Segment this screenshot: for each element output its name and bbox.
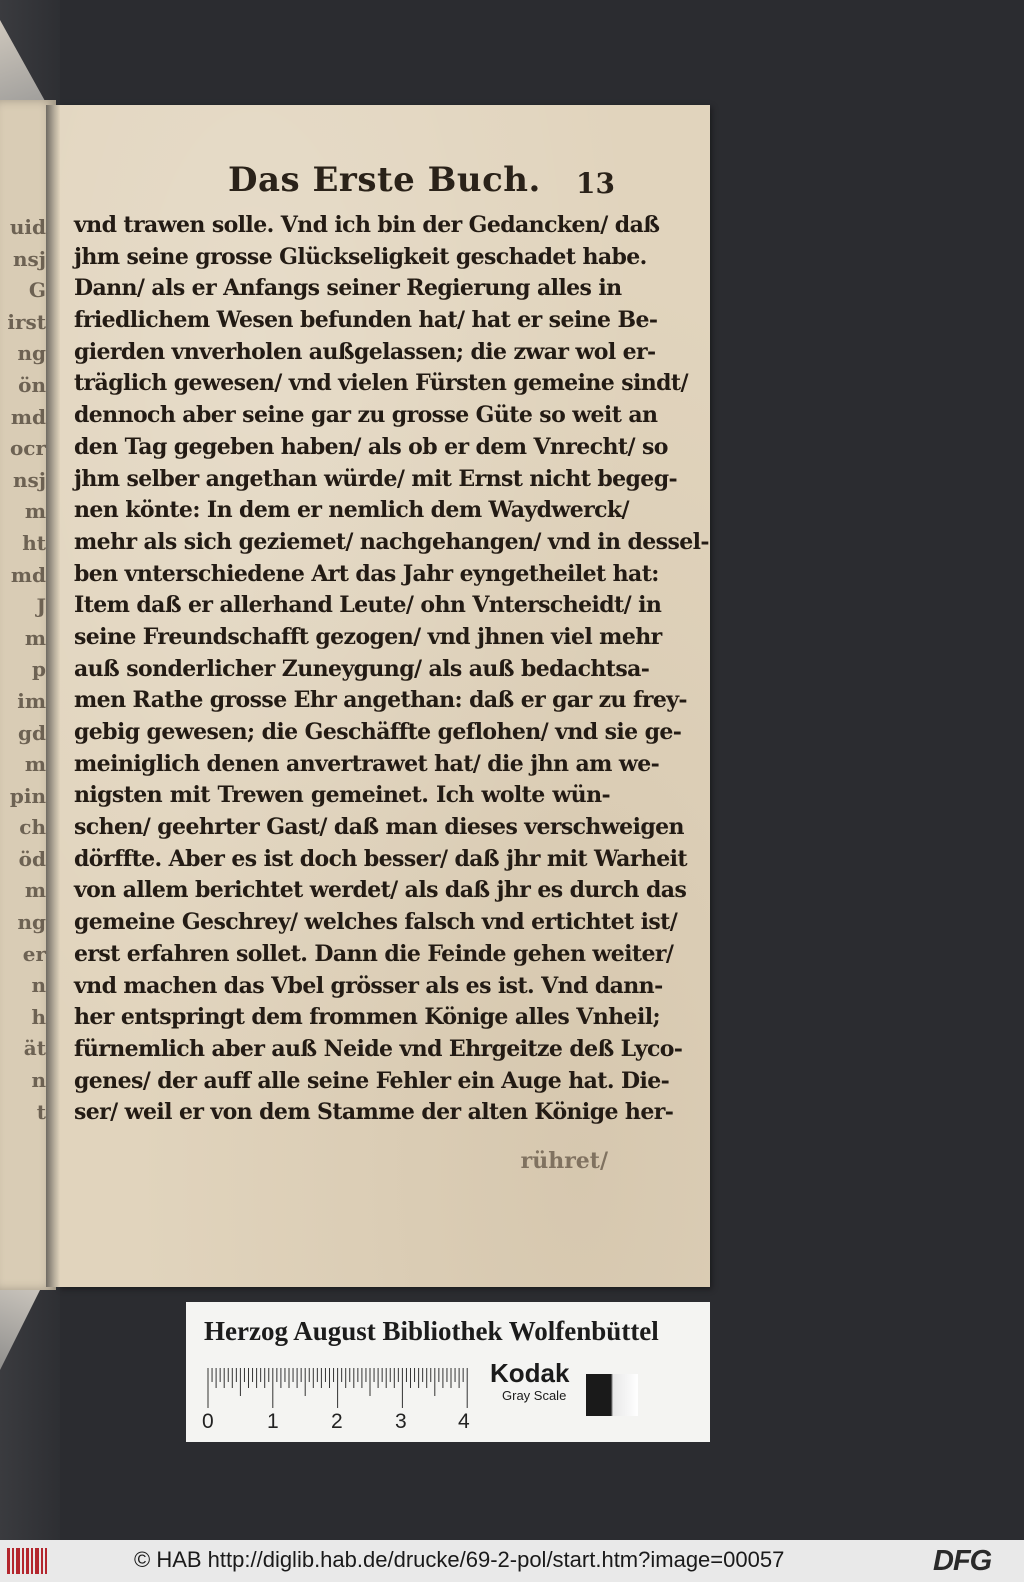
gray-scale-patch: [586, 1374, 638, 1416]
facing-page-fragment: h: [31, 1004, 46, 1029]
facing-page-fragment: er: [22, 941, 46, 966]
facing-page-fragment: m: [24, 499, 46, 524]
text-line: seine Freundschafft gezogen/ vnd jhnen viel mehr: [74, 623, 662, 650]
facing-page-fragment: t: [36, 1099, 46, 1124]
facing-page-fragment: pin: [9, 783, 46, 808]
text-line: gemeine Geschrey/ welches falsch vnd ertichtet ist/: [74, 909, 678, 936]
text-line: ben vnterschiedene Art das Jahr eyngetheilet hat:: [74, 560, 659, 587]
facing-page-fragment: m: [24, 752, 46, 777]
text-line: fürnemlich aber auß Neide vnd Ehrgeitze deß Lyco-: [74, 1035, 683, 1062]
facing-page-fragment: irst: [7, 309, 46, 334]
page-gutter: [46, 105, 60, 1287]
facing-page-fragment: öd: [18, 846, 46, 871]
facing-page-fragment: gd: [18, 720, 46, 745]
ruler-number: 4: [458, 1410, 470, 1433]
text-line: dennoch aber seine gar zu grosse Güte so weit an: [74, 402, 658, 429]
dfg-logo: DFG: [933, 1545, 992, 1577]
text-line: jhm seine grosse Glückseligkeit geschadet habe.: [74, 243, 647, 270]
ruler-number: 2: [331, 1410, 343, 1433]
library-color-strip: [186, 1302, 710, 1442]
facing-page-fragment: md: [10, 562, 46, 587]
running-head-title: Das Erste Buch.: [228, 160, 541, 200]
facing-page-fragment: G: [28, 278, 46, 303]
text-line: men Rathe grosse Ehr angethan: daß er gar zu frey-: [74, 687, 687, 714]
text-line: her entspringt dem frommen Könige alles Vnheil;: [74, 1004, 660, 1031]
barcode-icon: [6, 1546, 48, 1576]
text-line: vnd trawen solle. Vnd ich bin der Gedancken/ daß: [74, 212, 660, 238]
facing-page-fragment: m: [24, 878, 46, 903]
facing-page-fragment: ng: [17, 910, 46, 935]
library-name: Herzog August Bibliothek Wolfenbüttel: [204, 1316, 659, 1346]
facing-page-fragment: p: [32, 657, 46, 682]
text-line: auß sonderlicher Zuneygung/ als auß bedachtsa-: [74, 655, 650, 682]
facing-page-fragment: ch: [19, 815, 46, 840]
text-line: vnd machen das Vbel grösser als es ist. Vnd dann-: [74, 972, 663, 999]
text-line: friedlichem Wesen befunden hat/ hat er seine Be-: [74, 307, 658, 334]
facing-page-fragment: im: [17, 688, 46, 713]
gray-scale-label: Gray Scale: [502, 1388, 567, 1403]
ruler-number: 1: [267, 1410, 279, 1433]
catchword: rühret/: [520, 1148, 608, 1174]
text-line: von allem berichtet werdet/ als daß jhr es durch das: [74, 877, 687, 904]
text-line: dörffte. Aber es ist doch besser/ daß jhr mit Warheit: [74, 845, 687, 872]
text-line: träglich gewesen/ vnd vielen Fürsten gemeine sindt/: [74, 370, 688, 397]
facing-page-fragment: ht: [22, 530, 46, 555]
facing-page-fragment: n: [31, 973, 46, 998]
facing-page-fragment: m: [24, 625, 46, 650]
text-line: ser/ weil er von dem Stamme der alten Könige her-: [74, 1099, 674, 1126]
facing-page-fragment: nsj: [12, 467, 46, 492]
facing-page-fragment: J: [36, 594, 46, 619]
kodak-logo: Kodak: [490, 1358, 570, 1388]
facing-page-fragment: ät: [23, 1036, 46, 1061]
text-line: Dann/ als er Anfangs seiner Regierung alles in: [74, 275, 622, 302]
facing-page-fragment: md: [10, 404, 46, 429]
text-line: den Tag gegeben haben/ als ob er dem Vnrecht/ so: [74, 433, 668, 460]
text-line: schen/ geehrter Gast/ daß man dieses verschweigen: [74, 814, 684, 841]
source-link[interactable]: © HAB http://diglib.hab.de/drucke/69-2-pol/start.htm?image=00057: [134, 1547, 785, 1572]
text-line: nigsten mit Trewen gemeinet. Ich wolte wün-: [74, 782, 610, 809]
facing-page-fragment: nsj: [12, 246, 46, 271]
text-line: mehr als sich geziemet/ nachgehangen/ vnd in dessel-: [74, 528, 709, 555]
facing-page-fragment: ng: [17, 341, 46, 366]
text-line: jhm selber angethan würde/ mit Ernst nicht begeg-: [74, 465, 678, 492]
text-line: erst erfahren sollet. Dann die Feinde gehen weiter/: [74, 940, 674, 967]
facing-page-fragment: ön: [18, 372, 46, 397]
page-body-text: [74, 210, 709, 1129]
text-line: genes/ der auff alle seine Fehler ein Auge hat. Die-: [74, 1067, 670, 1094]
facing-page-fragment: uid: [9, 215, 46, 239]
facing-page-text-fragments: [2, 212, 46, 1128]
text-line: nen könte: In dem er nemlich dem Waydwerck/: [74, 497, 629, 524]
text-line: meiniglich denen anvertrawet hat/ die jhn am we-: [74, 750, 660, 777]
ruler-number: 0: [202, 1410, 214, 1433]
scale-ruler: [204, 1364, 474, 1408]
text-line: gierden vnverholen außgelassen; die zwar wol er-: [74, 338, 656, 365]
facing-page-fragment: n: [31, 1068, 46, 1093]
page-number: 13: [576, 167, 615, 200]
text-line: Item daß er allerhand Leute/ ohn Vnterscheidt/ in: [74, 592, 662, 619]
viewer-footer: [0, 1540, 1024, 1582]
ruler-number: 3: [395, 1410, 407, 1433]
text-line: gebig gewesen; die Geschäffte geflohen/ vnd sie ge-: [74, 719, 682, 745]
facing-page-fragment: ocr: [9, 436, 46, 461]
